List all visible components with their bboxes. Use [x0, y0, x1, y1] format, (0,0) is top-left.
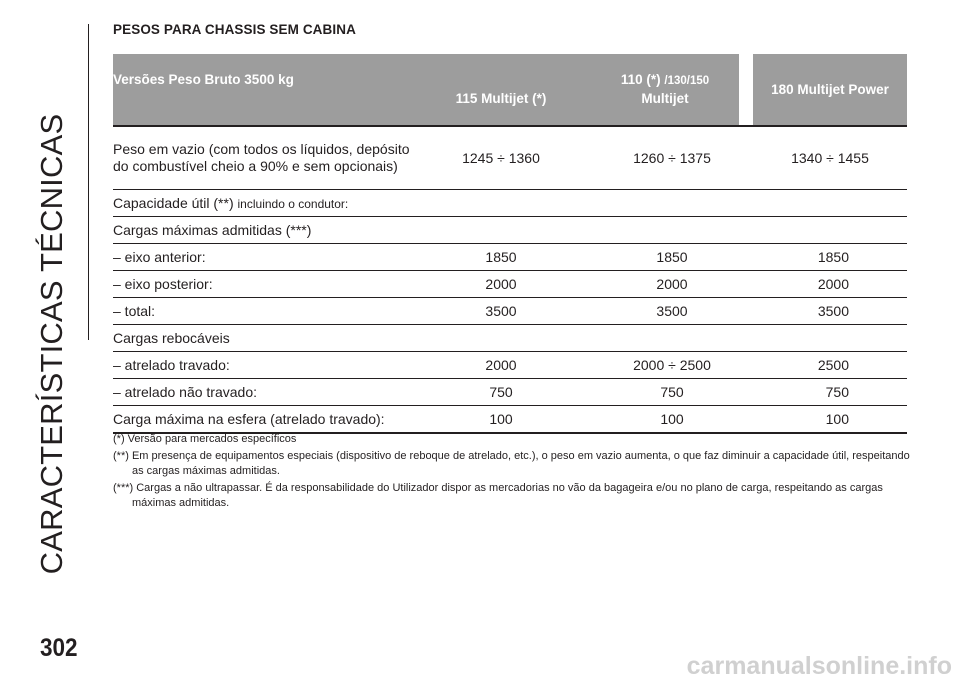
cell-115: 1245 ÷ 1360 [411, 126, 591, 190]
footnote: (***) Cargas a não ultrapassar. É da responsabilidade do Utilizador dispor as mercadorias no vão da bagageira e/ou no plano de carga, respeitando as cargas máximas admitidas. [113, 482, 883, 509]
row-label: Cargas rebocáveis [113, 325, 907, 352]
cell-180: 3500 [753, 298, 907, 325]
watermark: carmanualsonline.info [686, 652, 952, 680]
cell-180: 1850 [753, 244, 907, 271]
page-number: 302 [40, 634, 78, 662]
header-110-130-150-multijet [591, 54, 739, 126]
chapter-title: CARACTERÍSTICAS TÉCNICAS [34, 113, 69, 575]
header-115-multijet: 115 Multijet (*) [411, 54, 591, 126]
cell-115: 100 [411, 406, 591, 434]
cell-180: 2500 [753, 352, 907, 379]
table-row [113, 126, 907, 190]
table-row [113, 406, 907, 434]
header-110-small: /130/150 [664, 75, 710, 87]
cell-180: 100 [753, 406, 907, 434]
cell-110: 1260 ÷ 1375 [591, 126, 753, 190]
cell-110: 2000 ÷ 2500 [591, 352, 753, 379]
table-row [113, 325, 907, 352]
cell-115: 750 [411, 379, 591, 406]
cell-110: 750 [591, 379, 753, 406]
row-label: Peso em vazio (com todos os líquidos, depósito do combustível cheio a 90% e sem opcionais) [113, 126, 411, 190]
header-gap [739, 54, 753, 126]
table-row [113, 379, 907, 406]
cell-110: 1850 [591, 244, 753, 271]
row-label-main: Capacidade útil (**) [113, 195, 238, 211]
header-110-line2: Multijet [641, 91, 689, 106]
footnote: (**) Em presença de equipamentos especiais (dispositivo de reboque de atrelado, etc.), o peso em vazio aumenta, o que faz diminuir a capacidade útil, respeitando as cargas máximas admitidas. [113, 450, 910, 477]
cell-180: 750 [753, 379, 907, 406]
row-label: – eixo posterior: [113, 271, 411, 298]
row-label: – eixo anterior: [113, 244, 411, 271]
header-180-multijet-power: 180 Multijet Power [753, 54, 907, 126]
row-label: Carga máxima na esfera (atrelado travado): [113, 406, 411, 434]
cell-115: 2000 [411, 271, 591, 298]
cell-115: 1850 [411, 244, 591, 271]
table-row [113, 271, 907, 298]
header-110-main: 110 (*) [620, 72, 665, 87]
table-row [113, 217, 907, 244]
weights-table [113, 54, 907, 434]
cell-115: 3500 [411, 298, 591, 325]
row-label-note: incluindo o condutor: [237, 197, 349, 211]
row-label: Cargas máximas admitidas (***) [113, 217, 907, 244]
table-row [113, 244, 907, 271]
row-label: – atrelado não travado: [113, 379, 411, 406]
cell-110: 100 [591, 406, 753, 434]
row-label: – atrelado travado: [113, 352, 411, 379]
table-header-row [113, 54, 907, 126]
footnote: (*) Versão para mercados específicos [113, 433, 297, 445]
cell-110: 2000 [591, 271, 753, 298]
table-row [113, 190, 907, 217]
cell-115: 2000 [411, 352, 591, 379]
footnotes [113, 432, 913, 513]
header-versions: Versões Peso Bruto 3500 kg [113, 54, 411, 126]
row-label [113, 190, 907, 217]
cell-180: 1340 ÷ 1455 [753, 126, 907, 190]
table-row [113, 298, 907, 325]
section-title: PESOS PARA CHASSIS SEM CABINA [113, 22, 356, 37]
chapter-divider [88, 24, 89, 340]
cell-180: 2000 [753, 271, 907, 298]
table-row [113, 352, 907, 379]
cell-110: 3500 [591, 298, 753, 325]
row-label: – total: [113, 298, 411, 325]
